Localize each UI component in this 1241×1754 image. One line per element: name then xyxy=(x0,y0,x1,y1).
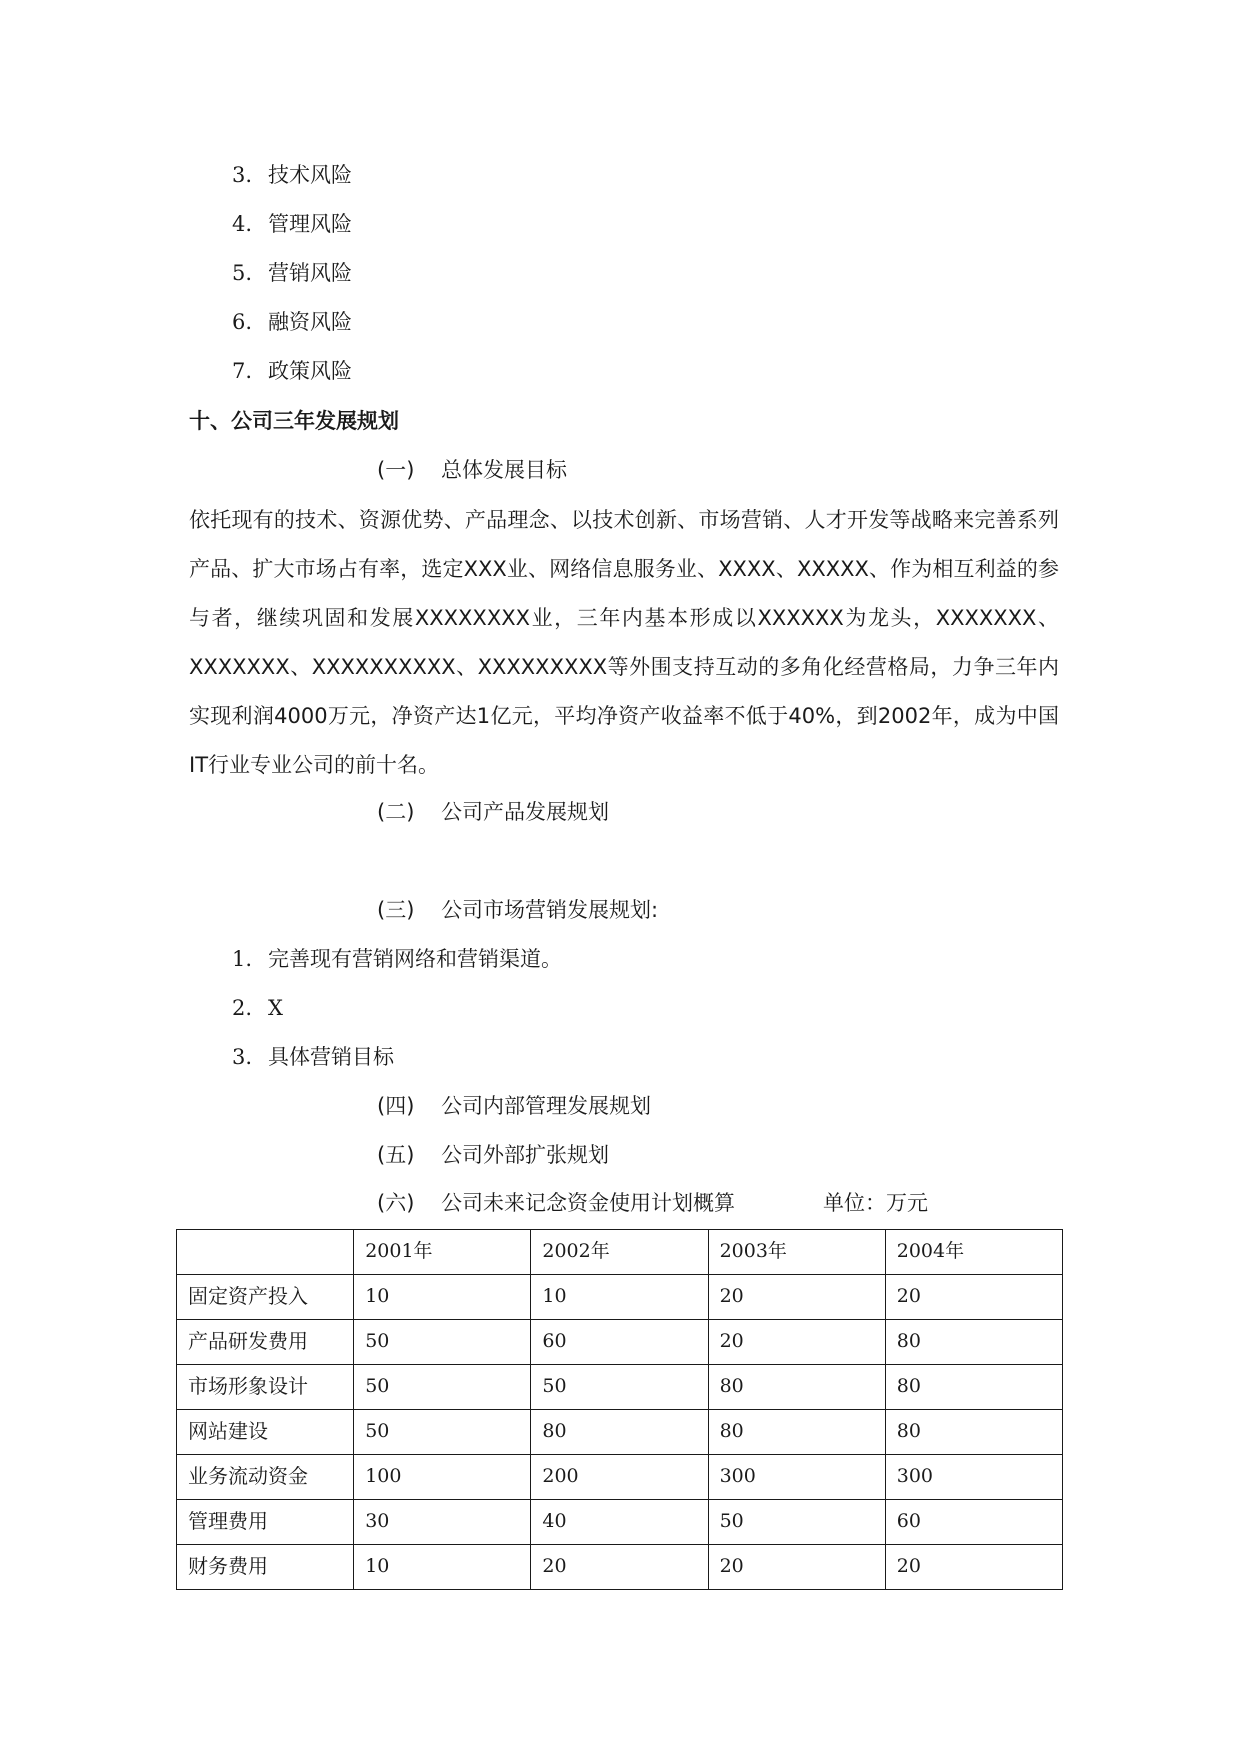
list-item-label: 完善现有营销网络和营销渠道。 xyxy=(268,947,562,971)
subsection-number: (六) xyxy=(377,1191,415,1215)
row-label-cell: 财务费用 xyxy=(177,1545,354,1590)
row-label-cell: 固定资产投入 xyxy=(177,1275,354,1320)
list-item-risk xyxy=(232,308,352,336)
subsection-number: (三) xyxy=(377,898,415,922)
table-cell: 50 xyxy=(531,1365,708,1410)
list-item-marketing xyxy=(232,1043,394,1071)
table-header-cell: 2003年 xyxy=(708,1230,885,1275)
list-item-number: 1. xyxy=(232,947,253,971)
list-item-number: 5. xyxy=(232,261,253,285)
subsection-heading xyxy=(377,798,609,826)
row-label-cell: 管理费用 xyxy=(177,1500,354,1545)
list-item-number: 2. xyxy=(232,996,253,1020)
row-label-cell: 业务流动资金 xyxy=(177,1455,354,1500)
list-item-risk xyxy=(232,259,352,287)
paragraph-text: 依托现有的技术、资源优势、产品理念、以技术创新、市场营销、人才开发等战略来完善系列产品、扩大市场占有率，选定XXX业、网络信息服务业、XXXX、XXXXX、作为相互利益的参与者，继续巩固和发展XXXXXXXX业，三年内基本形成以XXXXXX为龙头，XXXXXXX、XXXXXXX、XXXXXXXXXX、XXXXXXXXX等外围支持互动的多角化经营格局，力争三年内实现利润4000万元，净资产达1亿元，平均净资产收益率不低于40%，到2002年，成为中国IT行业专业公司的前十名。 xyxy=(189,508,1059,777)
table-cell: 30 xyxy=(354,1500,531,1545)
subsection-title: 总体发展目标 xyxy=(441,458,567,482)
body-paragraph xyxy=(189,496,1059,790)
list-item-marketing xyxy=(232,994,283,1022)
list-item-label: 营销风险 xyxy=(268,261,352,285)
subsection-heading xyxy=(377,1092,651,1120)
table-cell: 20 xyxy=(885,1275,1062,1320)
list-item-label: 政策风险 xyxy=(268,359,352,383)
table-cell: 100 xyxy=(354,1455,531,1500)
list-item-label: 融资风险 xyxy=(268,310,352,334)
list-item-number: 3. xyxy=(232,163,253,187)
table-header-row xyxy=(177,1230,1063,1275)
unit-label: 单位：万元 xyxy=(823,1191,928,1215)
list-item-label: 管理风险 xyxy=(268,212,352,236)
subsection-number: (四) xyxy=(377,1094,415,1118)
list-item-risk xyxy=(232,210,352,238)
row-label-cell: 产品研发费用 xyxy=(177,1320,354,1365)
table-cell: 200 xyxy=(531,1455,708,1500)
table-row xyxy=(177,1320,1063,1365)
table-cell: 10 xyxy=(531,1275,708,1320)
list-item-label: X xyxy=(268,996,283,1020)
table-row xyxy=(177,1410,1063,1455)
table-cell: 80 xyxy=(708,1410,885,1455)
table-cell: 80 xyxy=(885,1320,1062,1365)
table-cell: 10 xyxy=(354,1545,531,1590)
table-cell: 60 xyxy=(885,1500,1062,1545)
list-item-label: 技术风险 xyxy=(268,163,352,187)
table-header-cell: 2001年 xyxy=(354,1230,531,1275)
row-label-cell: 网站建设 xyxy=(177,1410,354,1455)
table-cell: 300 xyxy=(708,1455,885,1500)
list-item-risk xyxy=(232,161,352,189)
subsection-title: 公司内部管理发展规划 xyxy=(441,1094,651,1118)
list-item-risk xyxy=(232,357,352,385)
subsection-heading xyxy=(377,1189,735,1217)
subsection-heading xyxy=(377,456,567,484)
budget-table xyxy=(176,1229,1063,1590)
table-cell: 20 xyxy=(708,1545,885,1590)
table-cell: 60 xyxy=(531,1320,708,1365)
table-row xyxy=(177,1365,1063,1410)
table-cell: 10 xyxy=(354,1275,531,1320)
table-cell: 50 xyxy=(354,1320,531,1365)
table-cell: 80 xyxy=(708,1365,885,1410)
table-cell: 300 xyxy=(885,1455,1062,1500)
table-cell: 80 xyxy=(885,1365,1062,1410)
table-row xyxy=(177,1455,1063,1500)
table-cell: 50 xyxy=(354,1410,531,1455)
section-heading: 十、公司三年发展规划 xyxy=(189,409,399,433)
row-label-cell: 市场形象设计 xyxy=(177,1365,354,1410)
list-item-number: 6. xyxy=(232,310,253,334)
table-header-cell: 2004年 xyxy=(885,1230,1062,1275)
list-item-number: 3. xyxy=(232,1045,253,1069)
subsection-title: 公司市场营销发展规划: xyxy=(441,898,659,922)
subsection-heading xyxy=(377,896,658,924)
table-cell: 20 xyxy=(708,1320,885,1365)
table-cell: 20 xyxy=(708,1275,885,1320)
table-cell: 80 xyxy=(885,1410,1062,1455)
table-cell: 20 xyxy=(531,1545,708,1590)
table-row xyxy=(177,1500,1063,1545)
subsection-number: (二) xyxy=(377,800,415,824)
subsection-title: 公司外部扩张规划 xyxy=(441,1143,609,1167)
table-row xyxy=(177,1545,1063,1590)
table-header-cell: 2002年 xyxy=(531,1230,708,1275)
table-cell: 50 xyxy=(708,1500,885,1545)
list-item-marketing xyxy=(232,945,562,973)
list-item-label: 具体营销目标 xyxy=(268,1045,394,1069)
subsection-number: (一) xyxy=(377,458,415,482)
subsection-heading xyxy=(377,1141,609,1169)
table-cell: 50 xyxy=(354,1365,531,1410)
subsection-number: (五) xyxy=(377,1143,415,1167)
table-cell: 80 xyxy=(531,1410,708,1455)
table-header-cell xyxy=(177,1230,354,1275)
list-item-number: 4. xyxy=(232,212,253,236)
table-cell: 40 xyxy=(531,1500,708,1545)
subsection-title: 公司未来记念资金使用计划概算 xyxy=(441,1191,735,1215)
subsection-title: 公司产品发展规划 xyxy=(441,800,609,824)
table-row xyxy=(177,1275,1063,1320)
list-item-number: 7. xyxy=(232,359,253,383)
table-cell: 20 xyxy=(885,1545,1062,1590)
